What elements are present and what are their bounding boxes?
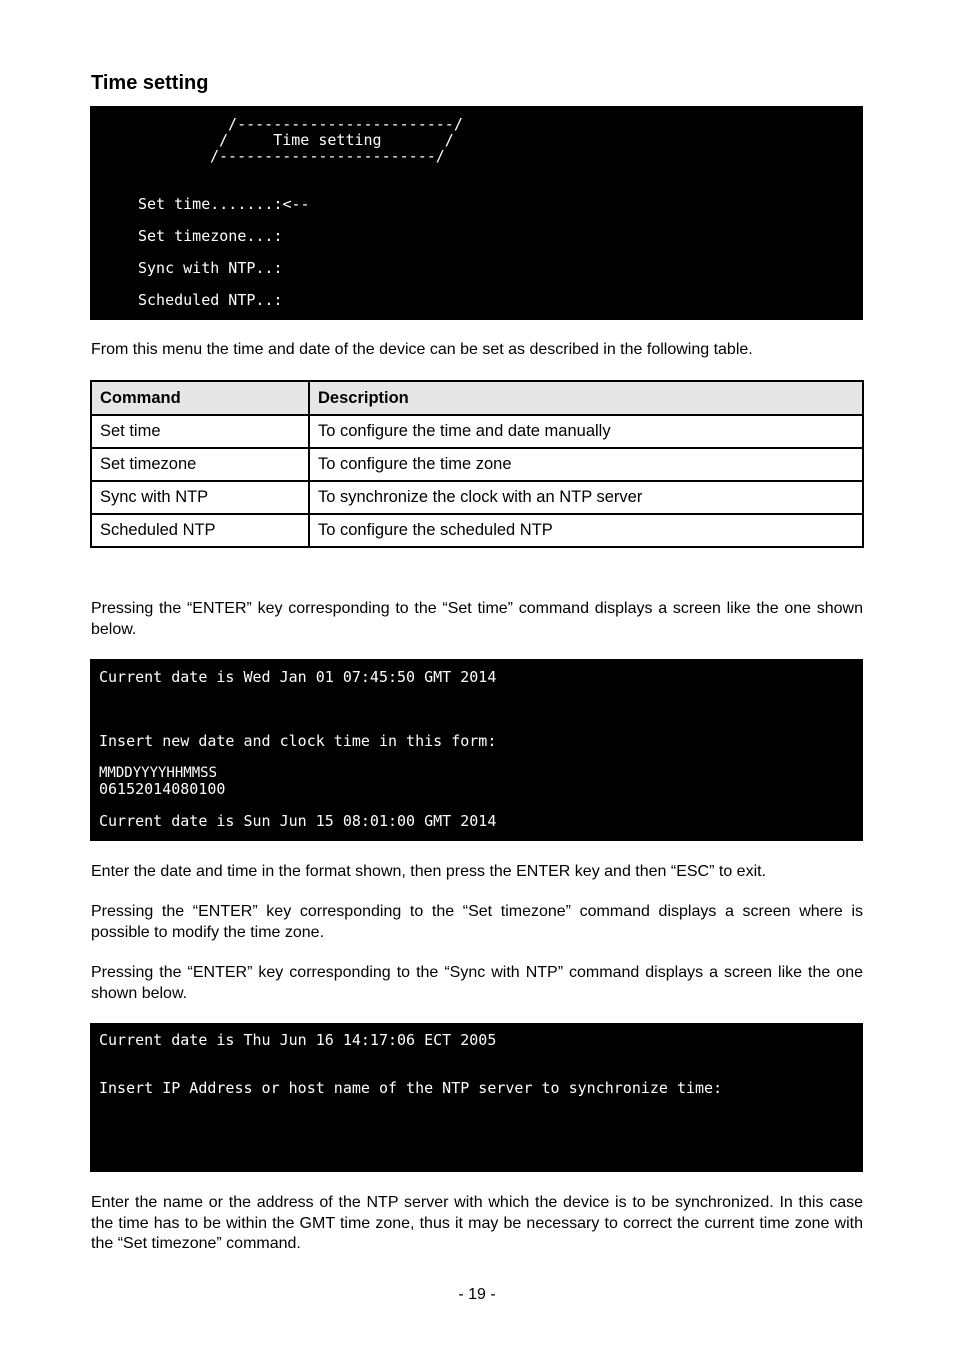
menu-item-set-time: Set time.......:<-- (138, 195, 310, 213)
menu-item-set-timezone: Set timezone...: (138, 227, 283, 245)
ntp-server-paragraph: Enter the name or the address of the NTP server with which the device is to be synchronized. In this case the time has to be within the GMT time zone, thus it may be necessary to correct the current time zone with the “Set timezone” command. (91, 1194, 863, 1252)
menu-title-border-bottom: /------------------------/ (210, 147, 445, 165)
new-date-line: Current date is Sun Jun 15 08:01:00 GMT 2014 (99, 812, 497, 830)
table-row (91, 514, 863, 547)
table-row (91, 448, 863, 481)
column-header-description: Description (309, 381, 863, 415)
menu-item-scheduled-ntp: Scheduled NTP..: (138, 291, 283, 309)
menu-title-border-top: /------------------------/ (210, 115, 463, 133)
set-time-paragraph: Pressing the “ENTER” key corresponding to the “Set time” command displays a screen like the one shown below. (91, 600, 863, 638)
current-date-line: Current date is Wed Jan 01 07:45:50 GMT 2014 (99, 668, 497, 686)
command-cell: Sync with NTP (91, 481, 309, 514)
column-header-command: Command (91, 381, 309, 415)
set-timezone-paragraph: Pressing the “ENTER” key corresponding to the “Set timezone” command displays a screen where is possible to modify the time zone. (91, 903, 863, 941)
page-number: - 19 - (458, 1286, 496, 1303)
sync-ntp-paragraph: Pressing the “ENTER” key corresponding to the “Sync with NTP” command displays a screen like the one shown below. (91, 964, 863, 1002)
description-cell: To synchronize the clock with an NTP server (309, 481, 863, 514)
description-cell: To configure the time zone (309, 448, 863, 481)
menu-title: / Time setting / (210, 131, 454, 149)
enter-date-paragraph: Enter the date and time in the format shown, then press the ENTER key and then “ESC” to exit. (91, 863, 767, 880)
intro-paragraph: From this menu the time and date of the device can be set as described in the following table. (91, 341, 753, 358)
table-row (91, 481, 863, 514)
table-row (91, 415, 863, 448)
date-format-line: MMDDYYYYHHMMSS (99, 765, 218, 781)
time-setting-menu-terminal (90, 106, 863, 320)
current-date-line: Current date is Thu Jun 16 14:17:06 ECT 2005 (99, 1031, 497, 1049)
section-heading: Time setting (91, 72, 209, 94)
set-time-terminal (90, 659, 863, 841)
insert-date-prompt: Insert new date and clock time in this form: (99, 732, 497, 750)
description-cell: To configure the time and date manually (309, 415, 863, 448)
menu-item-sync-ntp: Sync with NTP..: (138, 259, 283, 277)
command-cell: Set timezone (91, 448, 309, 481)
command-table (90, 380, 864, 548)
table-header-row (91, 381, 863, 415)
sync-ntp-terminal (90, 1023, 863, 1172)
date-input-line: 06152014080100 (99, 780, 226, 798)
description-cell: To configure the scheduled NTP (309, 514, 863, 547)
command-cell: Set time (91, 415, 309, 448)
ntp-server-prompt: Insert IP Address or host name of the NTP server to synchronize time: (99, 1079, 723, 1097)
command-cell: Scheduled NTP (91, 514, 309, 547)
